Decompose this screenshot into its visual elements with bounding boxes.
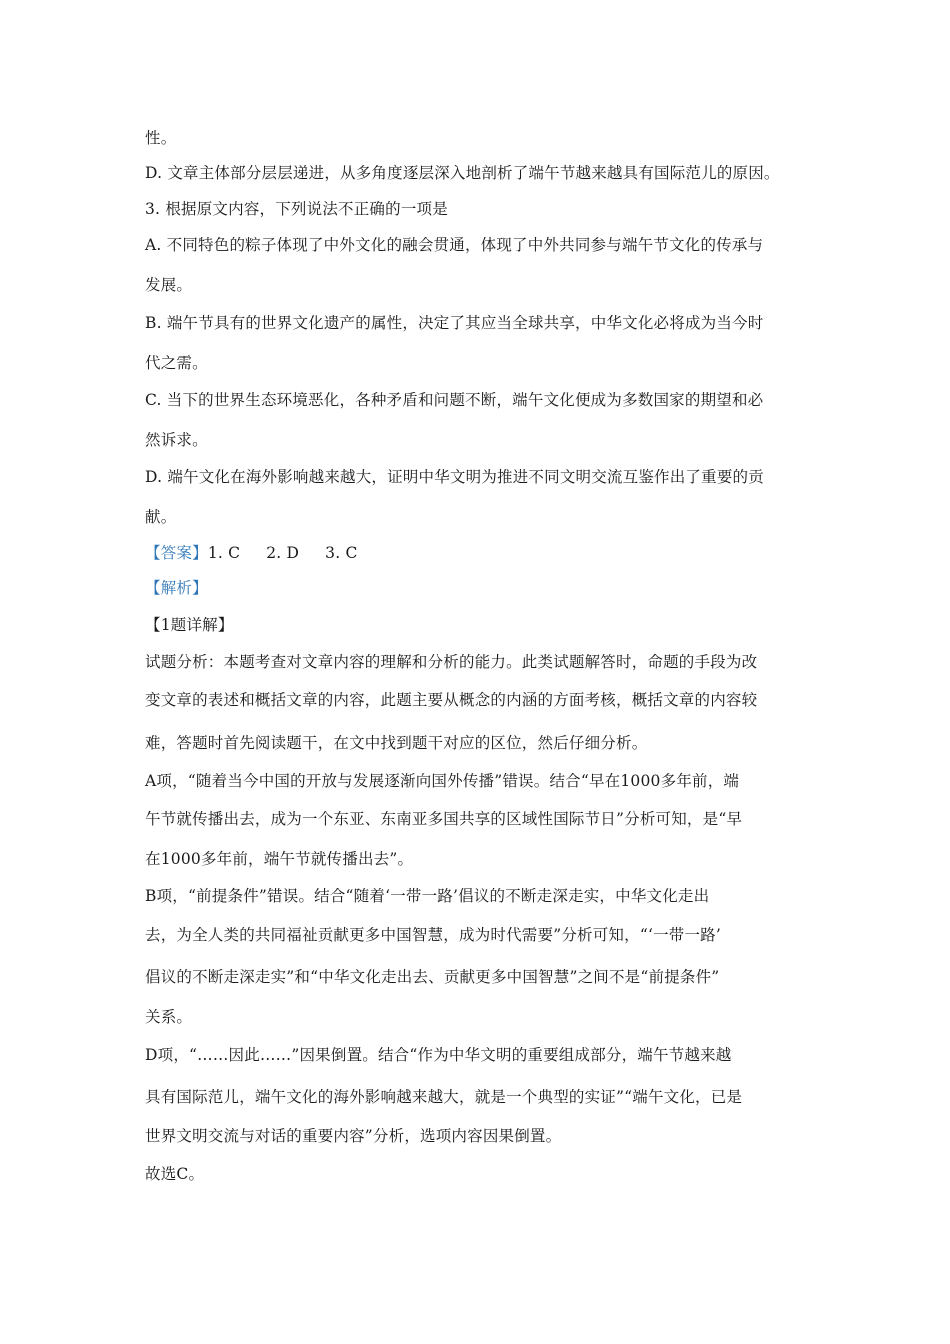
detail-heading: 【1题详解】 bbox=[145, 616, 234, 634]
body-line: 倡议的不断走深走实”和“中华文化走出去、贡献更多中国智慧”之间不是“前提条件” bbox=[145, 968, 720, 986]
text-line: 献。 bbox=[145, 508, 177, 526]
body-line: D项，“……因此……”因果倒置。结合“作为中华文明的重要组成部分，端午节越来越 bbox=[145, 1046, 732, 1064]
body-line: 难，答题时首先阅读题干，在文中找到题干对应的区位，然后仔细分析。 bbox=[145, 734, 648, 752]
answer-label: 【答案】 bbox=[145, 544, 208, 562]
body-line: 试题分析：本题考查对文章内容的理解和分析的能力。此类试题解答时，命题的手段为改 bbox=[145, 653, 758, 671]
body-line: 去，为全人类的共同福祉贡献更多中国智慧，成为时代需要”分析可知，“‘一带一路’ bbox=[145, 926, 722, 944]
body-line: 具有国际范儿，端午文化的海外影响越来越大，就是一个典型的实证”“端午文化，已是 bbox=[145, 1088, 743, 1106]
body-line: 午节就传播出去，成为一个东亚、东南亚多国共享的区域性国际节日”分析可知，是“早 bbox=[145, 810, 743, 828]
option-a-line: A. 不同特色的粽子体现了中外文化的融会贯通，体现了中外共同参与端午节文化的传承与 bbox=[145, 236, 764, 254]
option-d-line: D. 文章主体部分层层递进，从多角度逐层深入地剖析了端午节越来越具有国际范儿的原因。 bbox=[145, 164, 780, 182]
text-line: 发展。 bbox=[145, 276, 193, 294]
analysis-label: 【解析】 bbox=[145, 579, 208, 597]
option-d-line: D. 端午文化在海外影响越来越大，证明中华文明为推进不同文明交流互鉴作出了重要的贡 bbox=[145, 468, 764, 486]
option-c-line: C. 当下的世界生态环境恶化，各种矛盾和问题不断，端午文化便成为多数国家的期望和必 bbox=[145, 391, 764, 409]
answer-item: 3. C bbox=[325, 544, 358, 562]
option-b-line: B. 端午节具有的世界文化遗产的属性，决定了其应当全球共享，中华文化必将成为当今时 bbox=[145, 314, 764, 332]
answer-item: 2. D bbox=[266, 544, 300, 562]
body-line: 世界文明交流与对话的重要内容”分析，选项内容因果倒置。 bbox=[145, 1127, 562, 1145]
text-line: 代之需。 bbox=[145, 354, 208, 372]
body-line: 在1000多年前，端午节就传播出去”。 bbox=[145, 850, 414, 868]
body-line: A项，“随着当今中国的开放与发展逐渐向国外传播”错误。结合“早在1000多年前，端 bbox=[145, 772, 740, 790]
body-line: 故选C。 bbox=[145, 1165, 205, 1183]
answer-item: 1. C bbox=[207, 544, 241, 562]
answer-line bbox=[145, 543, 358, 563]
text-line: 然诉求。 bbox=[145, 431, 208, 449]
text-line: 性。 bbox=[145, 129, 177, 147]
body-line: B项，“前提条件”错误。结合“随着‘一带一路’倡议的不断走深走实，中华文化走出 bbox=[145, 887, 710, 905]
body-line: 关系。 bbox=[145, 1008, 193, 1026]
body-line: 变文章的表述和概括文章的内容，此题主要从概念的内涵的方面考核，概括文章的内容较 bbox=[145, 691, 758, 709]
question-3-stem: 3. 根据原文内容，下列说法不正确的一项是 bbox=[145, 200, 448, 218]
